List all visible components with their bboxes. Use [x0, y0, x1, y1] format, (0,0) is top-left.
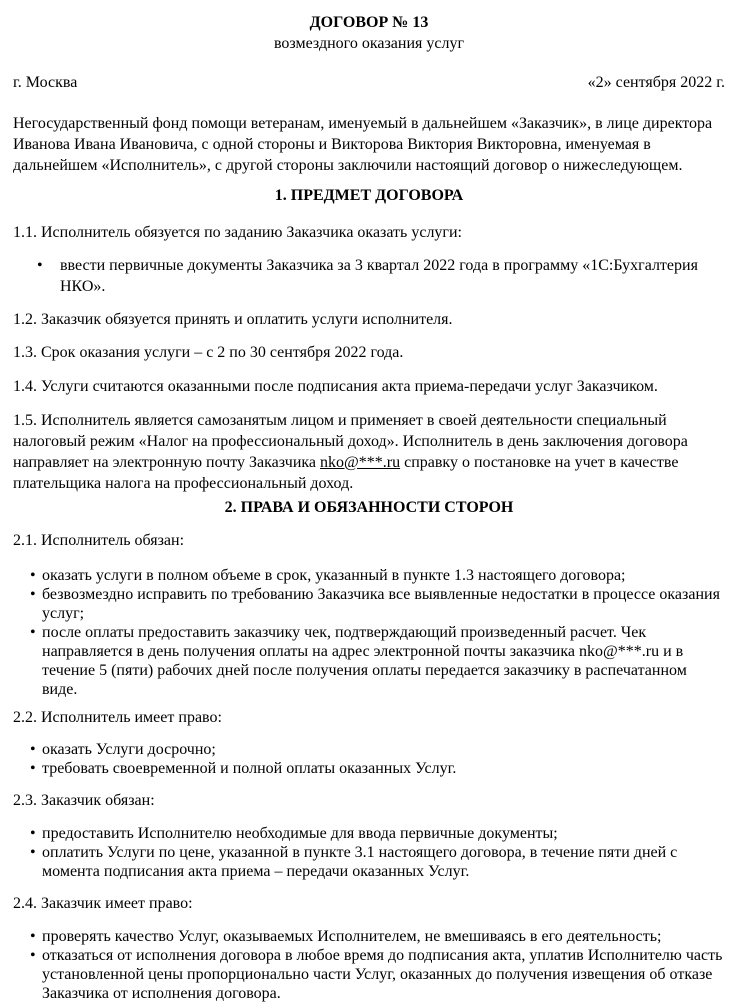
clause-1-1: 1.1. Исполнитель обязуется по заданию Заказчика оказать услуги:	[13, 224, 462, 241]
list-item: • оплатить Услуги по цене, указанной в пункте 3.1 настоящего договора, в течение пяти дней с момента подписания акта приема – передачи оказанных Услуг.	[13, 843, 725, 881]
clause-1-5-text-before: 1.5. Исполнитель является самозанятым лицом и применяет в своей деятельности специальный налоговый режим «Налог на профессиональный доход». Исполнитель в день заключения договора направляет на электронную почту Заказчика	[13, 412, 688, 471]
preamble-paragraph: Негосударственный фонд помощи ветеранам, именуемый в дальнейшем «Заказчик», в лице директора Иванова Ивана Ивановича, с одной стороны и Викторова Виктория Викторовна, именуемая в дальнейшем «Исполнитель», с другой стороны заключили настоящий договор о нижеследующем.	[13, 115, 713, 174]
section-2-heading: 2. ПРАВА И ОБЯЗАННОСТИ СТОРОН	[224, 499, 514, 516]
list-item: • оказать услуги в полном объеме в срок, указанный в пункте 1.3 настоящего договора;	[13, 566, 725, 585]
clause-1-5-text-after: справку о постановке на учет в качестве плательщика налога на профессиональный доход.	[13, 454, 679, 492]
dateline	[13, 72, 725, 93]
document-subtitle: возмездного оказания услуг	[273, 35, 465, 52]
clause-1-1-list	[13, 255, 725, 297]
clause-2-3: 2.3. Заказчик обязан:	[13, 792, 155, 809]
clause-1-4: 1.4. Услуги считаются оказанными после подписания акта приема-передачи услуг Заказчиком.	[13, 378, 658, 395]
clause-1-2: 1.2. Заказчик обязуется принять и оплатить услуги исполнителя.	[13, 311, 453, 328]
clause-2-4: 2.4. Заказчик имеет право:	[13, 895, 193, 912]
list-item: • требовать своевременной и полной оплаты оказанных Услуг.	[13, 759, 725, 778]
list-item: • после оплаты предоставить заказчику чек, подтверждающий произведенный расчет. Чек направляется в день получения оплаты на адрес электронной почты заказчика nko@***.ru и в течение 5 (пяти) рабочих дней после получения оплаты передается заказчику в распечатанном виде.	[13, 623, 725, 699]
clause-2-2-list	[13, 740, 725, 778]
list-item: • отказаться от исполнения договора в любое время до подписания акта, уплатив Исполнителю часть установленной цены пропорционально части Услуг, оказанных до получения извещения об отказе Заказчика от исполнения договора.	[13, 946, 725, 1003]
list-item: • проверять качество Услуг, оказываемых Исполнителем, не вмешиваясь в его деятельность;	[13, 927, 725, 946]
list-item: • предоставить Исполнителю необходимые для ввода первичные документы;	[13, 824, 725, 843]
clause-2-1-list	[13, 566, 725, 699]
clause-2-4-list	[13, 927, 725, 1003]
clause-1-3: 1.3. Срок оказания услуги – с 2 по 30 сентября 2022 года.	[13, 344, 404, 361]
place-label: г. Москва	[13, 74, 78, 91]
section-1-heading: 1. ПРЕДМЕТ ДОГОВОРА	[274, 187, 464, 204]
clause-1-5	[13, 410, 725, 494]
list-item: • оказать Услуги досрочно;	[13, 740, 725, 759]
list-item: • безвозмездно исправить по требованию Заказчика все выявленные недостатки в процессе оказания услуг;	[13, 585, 725, 623]
list-item: • ввести первичные документы Заказчика за 3 квартал 2022 года в программу «1С:Бухгалтерия НКО».	[13, 255, 725, 297]
clause-2-1: 2.1. Исполнитель обязан:	[13, 532, 185, 549]
date-label: «2» сентября 2022 г.	[587, 74, 725, 91]
clause-2-2: 2.2. Исполнитель имеет право:	[13, 709, 222, 726]
document-title: ДОГОВОР № 13	[309, 14, 429, 31]
clause-2-3-list	[13, 824, 725, 881]
email-link[interactable]: nko@***.ru	[320, 454, 401, 471]
